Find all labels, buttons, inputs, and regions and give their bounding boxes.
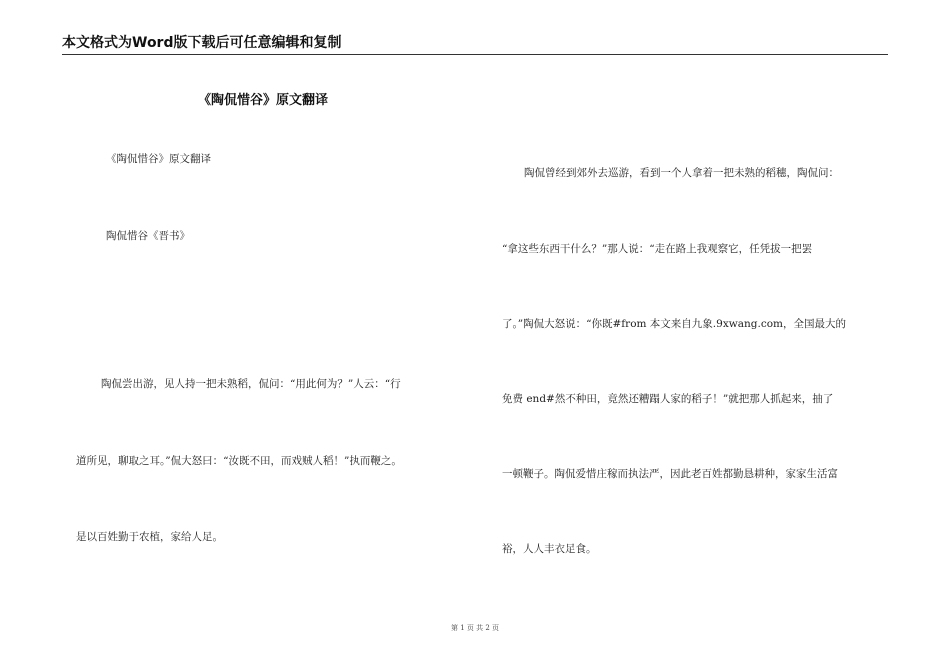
right-paragraph-line-3: 了。”陶侃大怒说：“你既#from 本文来自九象.9xwang.com，全国最大的 <box>502 318 846 330</box>
left-paragraph-2: 陶侃惜谷《晋书》 <box>106 230 190 242</box>
right-paragraph-line-2: “拿这些东西干什么？”那人说：“走在路上我观察它，任凭拔一把罢 <box>502 243 813 255</box>
right-paragraph-line-4: 免费 end#然不种田，竟然还糟蹋人家的稻子！”就把那人抓起来，抽了 <box>502 393 834 405</box>
left-paragraph-1: 《陶侃惜谷》原文翻译 <box>106 153 211 165</box>
right-paragraph-line-5: 一顿鞭子。陶侃爱惜庄稼而执法严，因此老百姓都勤恳耕种，家家生活富 <box>502 468 838 480</box>
header-banner-text: 本文格式为Word版下载后可任意编辑和复制 <box>62 35 342 51</box>
right-paragraph-line-1: 陶侃曾经到郊外去巡游，看到一个人拿着一把未熟的稻穗，陶侃问： <box>524 167 839 179</box>
document-title: 《陶侃惜谷》原文翻译 <box>198 93 329 108</box>
left-paragraph-3-line-1: 陶侃尝出游，见人持一把未熟稻，侃问：“用此何为？”人云：“行 <box>101 378 401 390</box>
header-banner <box>62 34 888 55</box>
page-number: 第 1 页 共 2 页 <box>450 624 500 632</box>
left-paragraph-3-line-2: 道所见，聊取之耳。”侃大怒曰：“汝既不田，而戏贼人稻！”执而鞭之。 <box>76 455 402 467</box>
left-paragraph-3-line-3: 是以百姓勤于农植，家给人足。 <box>76 531 223 543</box>
right-paragraph-line-6: 裕，人人丰衣足食。 <box>502 543 597 555</box>
